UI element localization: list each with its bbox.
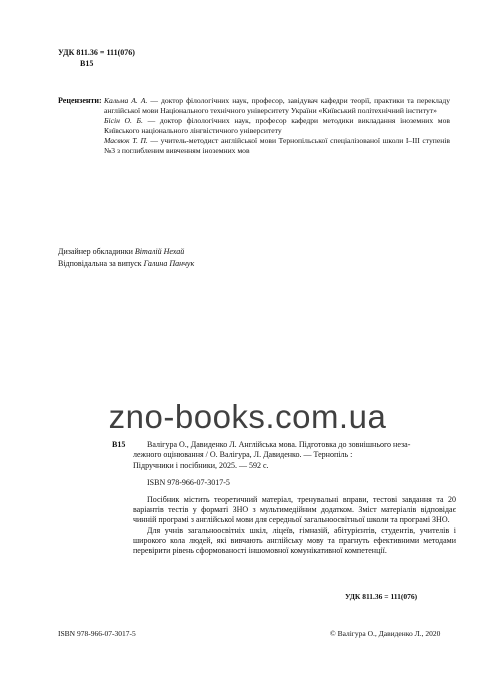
reviewer-name: Кальма А. А. [104,96,148,105]
reviewer-2 [104,116,450,136]
designer-label: Дизайнер обкладинки [58,247,135,256]
udc-code: УДК 811.36 = 111(076) [58,48,135,57]
bibliography-entry [133,440,456,471]
bibliography-isbn: ISBN 978-966-07-3017-5 [147,478,230,487]
reviewer-name: Бісін О. Б. [104,116,143,125]
reviewer-name: Масвюк Т. П. [104,136,148,145]
responsible-editor [58,259,194,270]
bbk-code: В15 [80,59,94,68]
reviewer-1 [104,96,450,116]
bibliography-code: В15 [112,440,126,449]
bibliography-line: Валігура О., Давиденко Л. Англійська мова. Підготовка до зовнішнього неза- [147,440,411,449]
bibliography-line: лежного оцінювання / О. Валігура, Л. Давиденко. — Тернопіль : [133,450,353,460]
watermark: zno-books.com.ua [108,398,387,435]
annotation-paragraph: Посібник містить теоретичний матеріал, тренувальні вправи, тестові завдання та 20 варіантів тестів у форматі ЗНО з мультимедійним додатком. Зміст матеріалів відповідає чинній програмі з англійської мови для середньої загальноосвітньої школи та програмі ЗНО. [133,495,456,525]
annotation-paragraph: Для учнів загальноосвітніх шкіл, ліцеїв, гімназій, абітурієнтів, студентів, учителів і широкого кола людей, які вивчають англійську мову та прагнуть ефективними методами перевірити рівень сформованості іншомовної комунікативної компетенції. [133,525,456,556]
reviewer-3 [104,136,450,156]
responsible-name: Галина Панчук [143,259,195,268]
annotation [133,495,456,556]
footer-isbn: ISBN 978-966-07-3017-5 [58,629,136,638]
reviewer-description: — доктор філологічних наук, професор, завідувач кафедри теорії, практики та перекладу англійської мови Національного технічного університету України «Київський політехнічний інститут» [104,96,450,115]
reviewer-description: — доктор філологічних наук, професор кафедри методики викладання іноземних мов Київського національного лінгвістичного університету [104,116,450,135]
bibliography-line: Підручники і посібники, 2025. — 592 с. [133,460,269,470]
bibliography-udc: УДК 811.36 = 111(076) [345,592,418,601]
designer-name: Віталій Нехай [134,247,185,256]
footer-copyright: © Валігура О., Давиденко Л., 2020 [330,629,441,638]
reviewers-label: Рецензенти: [58,96,102,105]
cover-designer [58,247,184,258]
reviewer-description: — учитель-методист англійської мови Тернопільської спеціалізованої школи І–ІІІ ступенів №3 з поглибленим вивченням іноземних мов [104,136,450,155]
responsible-label: Відповідальна за випуск [58,259,144,268]
